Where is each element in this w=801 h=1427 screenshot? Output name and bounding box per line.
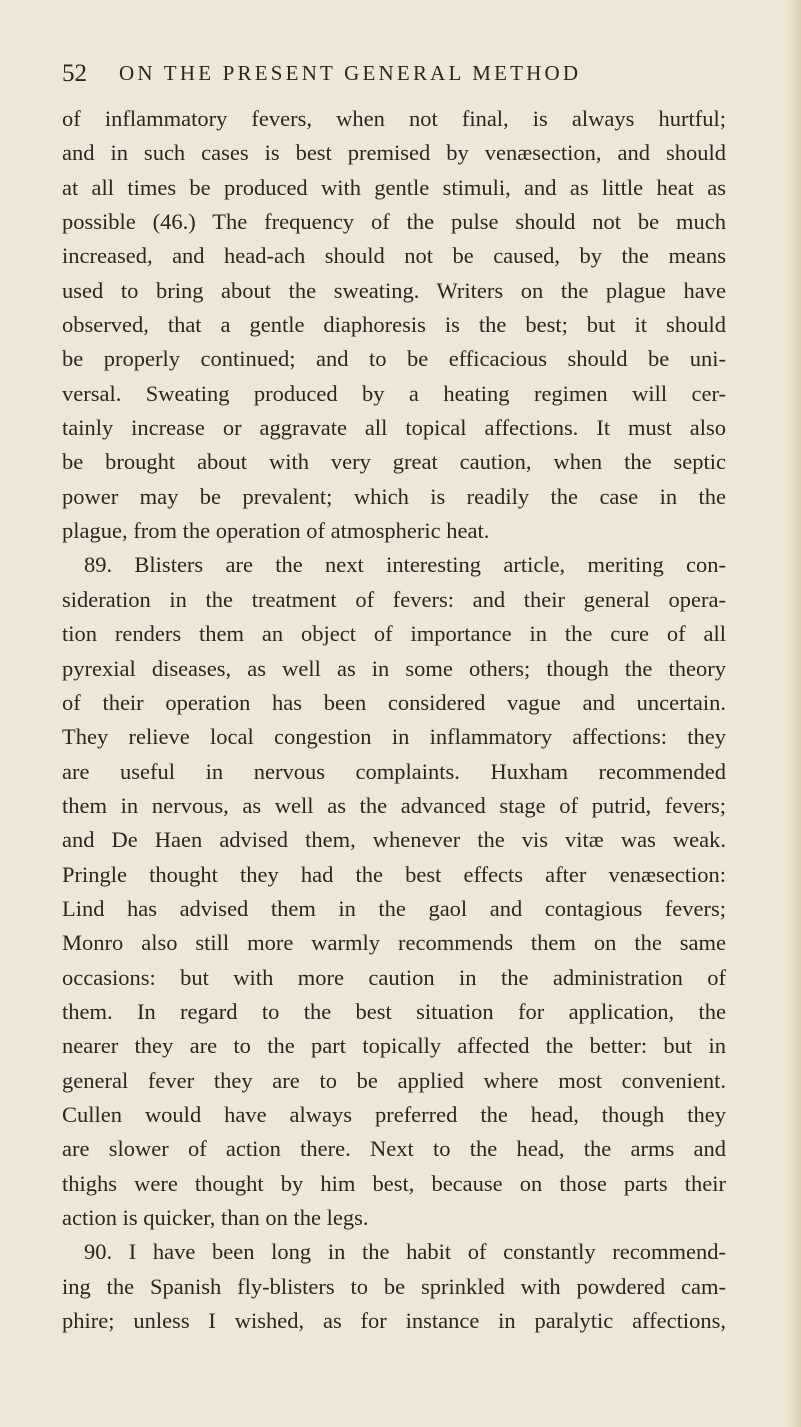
text-line: ing the Spanish fly-blisters to be sprinkled with powdered cam- <box>62 1273 726 1299</box>
text-line: at all times be produced with gentle stimuli, and as little heat as <box>62 174 726 200</box>
text-line: observed, that a gentle diaphoresis is the best; but it should <box>62 312 726 338</box>
text-line: of inflammatory fevers, when not final, is always hurtful; <box>62 106 726 131</box>
text-line: pyrexial diseases, as well as in some others; though the theory <box>62 655 726 681</box>
text-line: be brought about with very great caution, when the septic <box>62 449 726 475</box>
text-line: increased, and head-ach should not be caused, by the means <box>62 243 726 269</box>
paragraph-89-start: 89. Blisters are the next interesting article, meriting con- <box>84 552 726 578</box>
text-line: Lind has advised them in the gaol and contagious fevers; <box>62 895 726 921</box>
text-line: sideration in the treatment of fevers: and their general opera- <box>62 586 726 612</box>
running-head-title: ON THE PRESENT GENERAL METHOD <box>119 61 582 85</box>
paragraph-90-start: 90. I have been long in the habit of constantly recommend- <box>84 1239 726 1265</box>
body-text <box>62 102 726 1338</box>
text-line: are useful in nervous complaints. Huxham recommended <box>62 758 726 784</box>
text-line: them. In regard to the best situation for application, the <box>62 998 726 1024</box>
text-line: nearer they are to the part topically affected the better: but in <box>62 1033 726 1059</box>
text-line: They relieve local congestion in inflammatory affections: they <box>62 724 726 750</box>
running-head <box>62 52 722 92</box>
text-line: possible (46.) The frequency of the pulse should not be much <box>62 209 726 235</box>
text-line: thighs were thought by him best, because on those parts their <box>62 1170 726 1196</box>
text-line: plague, from the operation of atmospheric heat. <box>62 518 490 544</box>
text-line: tion renders them an object of importance in the cure of all <box>62 621 726 647</box>
text-line: used to bring about the sweating. Writers on the plague have <box>62 277 726 303</box>
text-line: versal. Sweating produced by a heating regimen will cer- <box>62 380 726 406</box>
text-line: and De Haen advised them, whenever the vis vitæ was weak. <box>62 827 726 853</box>
text-line: Cullen would have always preferred the head, though they <box>62 1101 726 1127</box>
text-line: and in such cases is best premised by venæsection, and should <box>62 140 726 166</box>
text-line: occasions: but with more caution in the administration of <box>62 964 726 990</box>
text-line: them in nervous, as well as the advanced stage of putrid, fevers; <box>62 792 726 818</box>
text-line: be properly continued; and to be efficacious should be uni- <box>62 346 726 372</box>
page-number: 52 <box>62 60 87 87</box>
text-line: general fever they are to be applied where most convenient. <box>62 1067 726 1093</box>
text-line: are slower of action there. Next to the head, the arms and <box>62 1136 726 1162</box>
text-line: Pringle thought they had the best effects after venæsection: <box>62 861 726 887</box>
text-line: Monro also still more warmly recommends them on the same <box>62 930 726 956</box>
text-line: power may be prevalent; which is readily the case in the <box>62 483 726 509</box>
text-line: action is quicker, than on the legs. <box>62 1205 369 1230</box>
text-line: of their operation has been considered vague and uncertain. <box>62 689 726 715</box>
text-line: tainly increase or aggravate all topical affections. It must also <box>62 415 726 441</box>
page-edge-shadow <box>783 0 801 1427</box>
text-line: phire; unless I wished, as for instance in paralytic affections, <box>62 1308 726 1334</box>
